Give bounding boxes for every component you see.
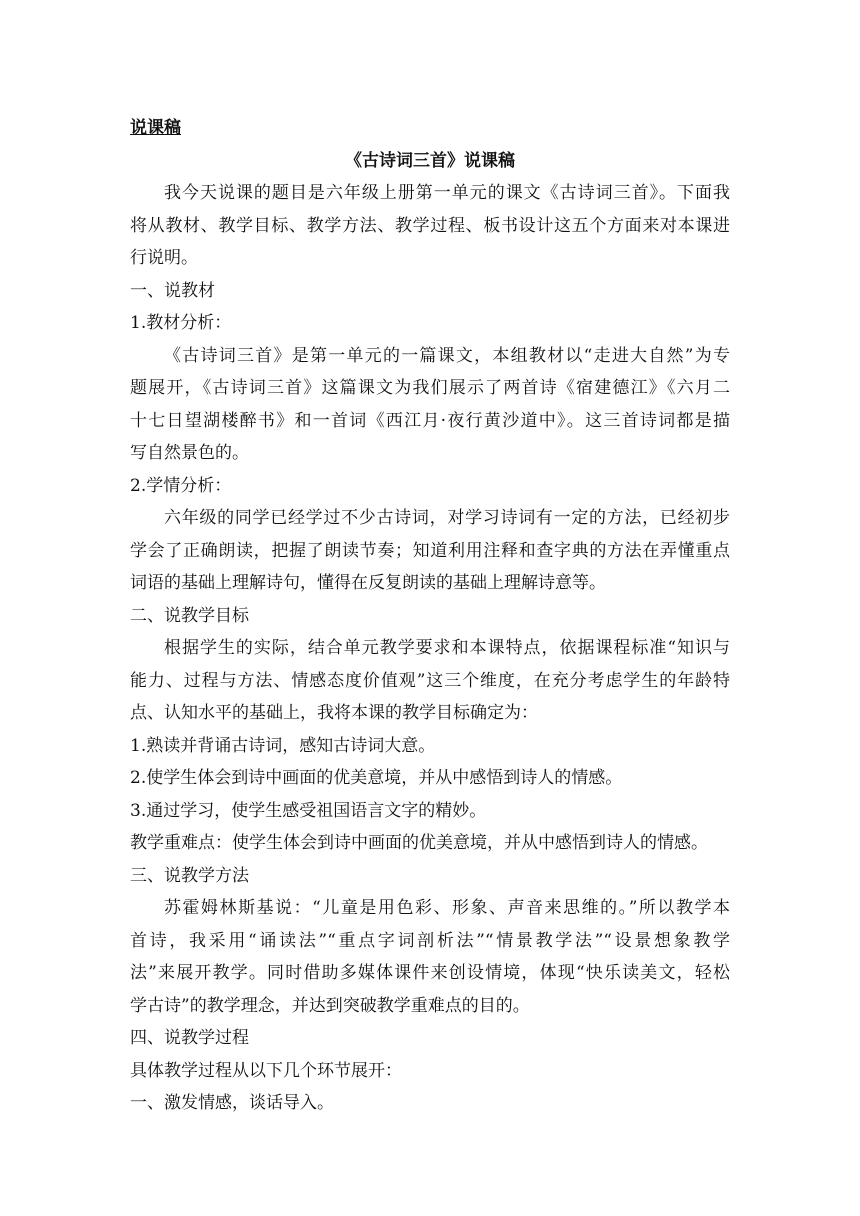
paragraph-line: 十七日望湖楼醉书》和一首词《西江月·夜行黄沙道中》。这三首诗词都是描 [130,410,730,431]
paragraph-line: 词语的基础上理解诗句，懂得在反复朗读的基础上理解诗意等。 [130,573,606,593]
section-heading: 一、说教材 [130,280,215,301]
doc-title: 《古诗词三首》说课稿 [345,150,515,171]
paragraph-line: 写自然景色的。 [130,443,249,463]
paragraph-line: 根据学生的实际，结合单元教学要求和本课特点，依据课程标准“知识与 [164,638,730,658]
paragraph-line: 学古诗”的教学理念，并达到突破教学重难点的目的。 [130,995,530,1016]
section-heading: 四、说教学过程 [130,1028,249,1048]
intro-line: 将从教材、教学目标、教学方法、教学过程、板书设计这五个方面来对本课进 [130,215,730,236]
section-heading: 二、说教学目标 [130,605,249,626]
goal-item: 3.通过学习，使学生感受祖国语言文字的精妙。 [130,800,487,821]
step-heading: 一、激发情感，谈话导入。 [130,1093,334,1113]
paragraph-line: 苏霍姆林斯基说：“儿童是用色彩、形象、声音来思维的。”所以教学本 [164,898,730,918]
paragraph-line: 题展开，《古诗词三首》这篇课文为我们展示了两首诗《宿建德江》《六月二 [130,378,730,398]
key-points: 教学重难点：使学生体会到诗中画面的优美意境，并从中感悟到诗人的情感。 [130,833,708,853]
paragraph-line: 能力、过程与方法、情感态度价值观”这三个维度，在充分考虑学生的年龄特 [130,670,730,691]
intro-line: 我今天说课的题目是六年级上册第一单元的课文《古诗词三首》。下面我 [164,183,730,203]
paragraph-line: 点、认知水平的基础上，我将本课的教学目标确定为： [130,703,538,723]
document-page [130,112,730,1120]
doc-label: 说课稿 [130,118,181,138]
goal-item: 1.熟读并背诵古诗词，感知古诗词大意。 [130,735,436,756]
paragraph-line: 法”来展开教学。同时借助多媒体课件来创设情境，体现“快乐读美文，轻松 [130,963,730,983]
goal-item: 2.使学生体会到诗中画面的优美意境，并从中感悟到诗人的情感。 [130,768,623,788]
section-heading: 三、说教学方法 [130,865,249,886]
paragraph-line: 首诗，我采用“诵读法”“重点字词剖析法”“情景教学法”“设景想象教学 [130,930,730,951]
paragraph-line: 具体教学过程从以下几个环节展开： [130,1060,402,1081]
paragraph-line: 学会了正确朗读，把握了朗读节奏；知道利用注释和查字典的方法在弄懂重点 [130,540,730,561]
paragraph-line: 《古诗词三首》是第一单元的一篇课文，本组教材以“走进大自然”为专 [164,345,730,366]
subsection-heading: 2.学情分析： [130,475,232,496]
intro-line: 行说明。 [130,248,198,268]
paragraph-line: 六年级的同学已经学过不少古诗词，对学习诗词有一定的方法，已经初步 [164,508,730,528]
subsection-heading: 1.教材分析： [130,313,232,333]
